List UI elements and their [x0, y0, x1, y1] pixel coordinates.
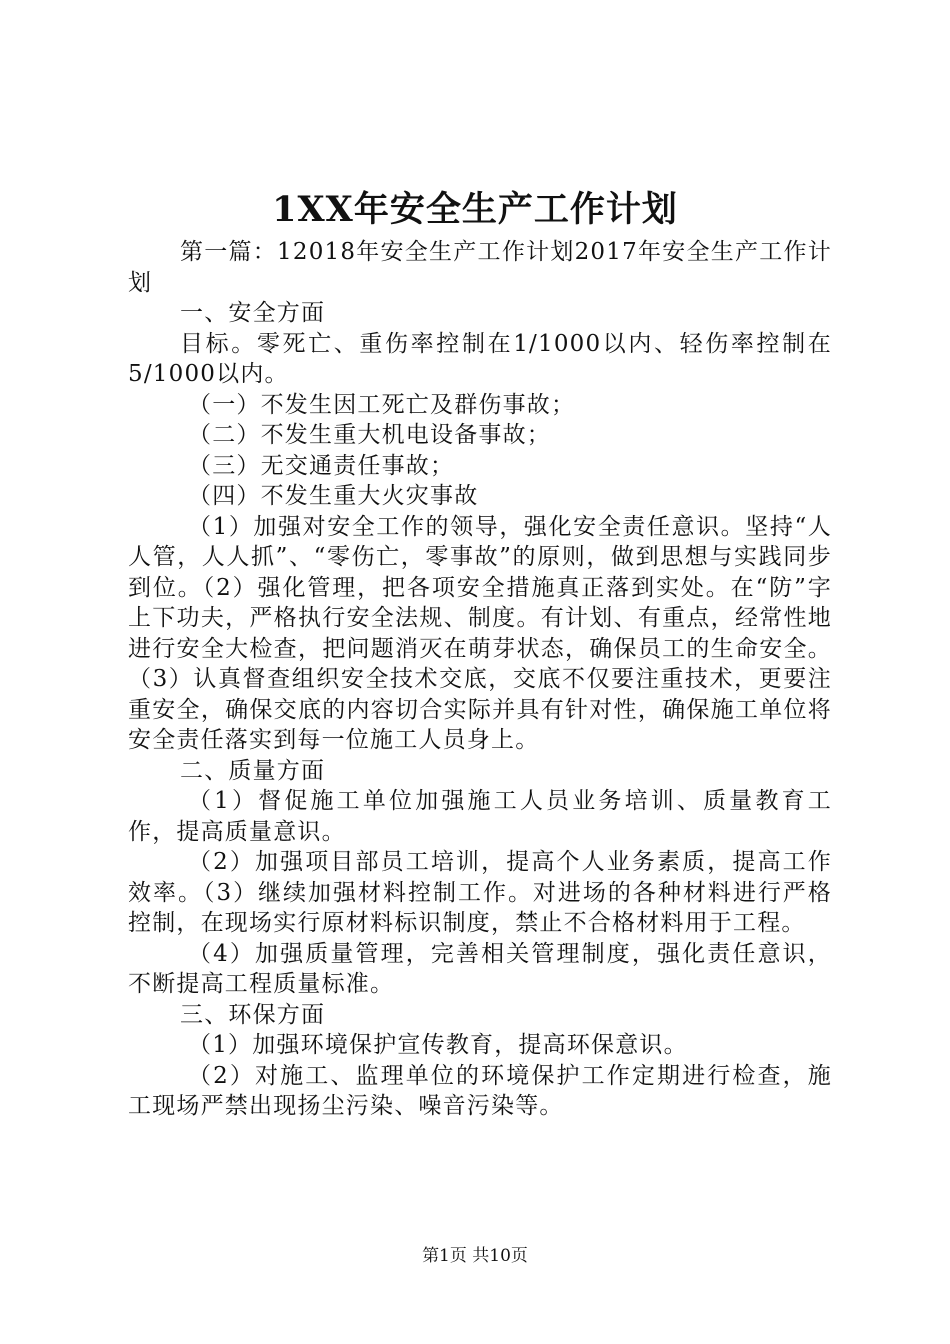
heading-safety: 一、安全方面	[180, 300, 326, 326]
paragraph-quality-1: （1）督促施工单位加强施工人员业务培训、质量教育工作，提高质量意识。	[128, 788, 832, 845]
document-title: 1XX年安全生产工作计划	[272, 189, 678, 230]
list-item-safety-3: （三）无交通责任事故；	[188, 452, 455, 479]
list-item-safety-1: （一）不发生因工死亡及群伤事故；	[188, 391, 576, 418]
paragraph-environment-1: （1）加强环境保护宣传教育，提高环保意识。	[188, 1032, 688, 1058]
section-heading-first-chapter: 第一篇：12018年安全生产工作计划2017年安全生产工作计划	[128, 239, 832, 296]
paragraph-quality-4: （4）加强质量管理，完善相关管理制度，强化责任意识，不断提高工程质量标准。	[128, 940, 832, 997]
paragraph-environment-2: （2）对施工、监理单位的环境保护工作定期进行检查，施工现场严禁出现扬尘污染、噪音污染等。	[128, 1062, 832, 1119]
list-item-safety-4: （四）不发生重大火灾事故	[188, 483, 479, 509]
document-body	[128, 237, 832, 1122]
heading-environment: 三、环保方面	[180, 1001, 326, 1028]
paragraph-safety-measures: （1）加强对安全工作的领导，强化安全责任意识。坚持“人人管，人人抓”、“零伤亡，零事故”的原则，做到思想与实践同步到位。（2）强化管理，把各项安全措施真正落到实处。在“防”字上下功夫，严格执行安全法规、制度。有计划、有重点，经常性地进行安全大检查，把问题消灭在萌芽状态，确保员工的生命安全。（3）认真督查组织安全技术交底，交底不仅要注重技术，更要注重安全，确保交底的内容切合实际并具有针对性，确保施工单位将安全责任落实到每一位施工人员身上。	[128, 513, 832, 753]
list-item-safety-2: （二）不发生重大机电设备事故；	[188, 422, 551, 448]
page-number-footer: 第1页 共10页	[422, 1246, 528, 1266]
heading-quality: 二、质量方面	[180, 757, 326, 784]
paragraph-safety-goal: 目标。零死亡、重伤率控制在1/1000以内、轻伤率控制在5/1000以内。	[128, 330, 832, 387]
paragraph-quality-2: （2）加强项目部员工培训，提高个人业务素质，提高工作效率。（3）继续加强材料控制工作。对进场的各种材料进行严格控制，在现场实行原材料标识制度，禁止不合格材料用于工程。	[128, 849, 832, 936]
